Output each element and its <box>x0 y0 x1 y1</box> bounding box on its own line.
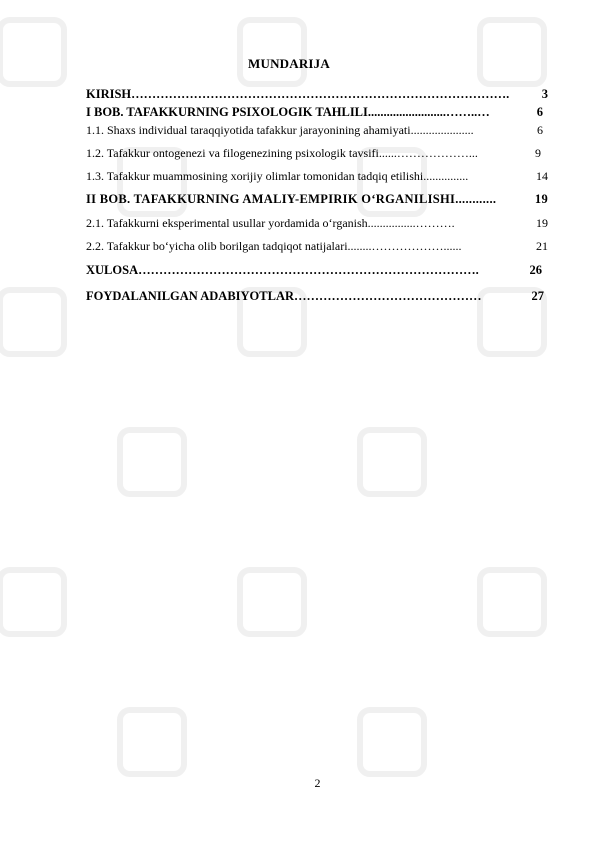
toc-dot-leader: ......………………... <box>378 146 478 160</box>
document-title: MUNDARIJA <box>248 56 330 71</box>
toc-page-number: 9 <box>535 146 541 160</box>
toc-page-number: 27 <box>531 289 544 303</box>
toc-dot-leader: ……………………………………… <box>294 289 482 303</box>
toc-entry-kirish[interactable] <box>86 87 548 105</box>
toc-page-number: 26 <box>529 263 542 277</box>
toc-entry-label: FOYDALANILGAN ADABIYOTLAR <box>86 289 295 303</box>
toc-entry-section-2-2[interactable] <box>86 239 548 262</box>
toc-entry-xulosa[interactable] <box>86 263 542 289</box>
toc-entry-label: 1.3. Tafakkur muammosining xorijiy olimlar tomonidan tadqiq etilishi <box>86 169 424 183</box>
toc-entry-label: 2.2. Tafakkur bo‘yicha olib borilgan tadqiqot natijalari <box>86 239 348 253</box>
toc-entry-label: I BOB. TAFAKKURNING PSIXOLOGIK TAHLILI <box>86 105 368 119</box>
toc-entry-label: KIRISH <box>86 87 132 101</box>
toc-entry-section-1-2[interactable] <box>86 146 541 169</box>
toc-page-number: 19 <box>536 216 548 230</box>
toc-entry-references[interactable] <box>86 289 544 313</box>
toc-dot-leader: ............ <box>455 192 497 206</box>
toc-entry-section-1-1[interactable] <box>86 123 543 146</box>
toc-dot-leader: ........………………...... <box>347 239 462 253</box>
toc-page-number: 19 <box>534 192 548 206</box>
toc-dot-leader: .........................……..… <box>367 105 490 119</box>
toc-dot-leader: ………………………………………………………………………………. <box>131 87 510 101</box>
toc-dot-leader: ................………. <box>367 216 455 230</box>
toc-page-number: 6 <box>537 123 543 137</box>
toc-entry-section-1-3[interactable] <box>86 169 548 192</box>
toc-page-number: 21 <box>536 239 548 253</box>
toc-page-number: 6 <box>536 105 543 119</box>
toc-entry-label: 1.2. Tafakkur ontogenezi va filogenezining psixologik tavsifi <box>86 146 379 160</box>
table-of-contents <box>86 87 548 313</box>
toc-entry-label: XULOSA <box>86 263 139 277</box>
toc-page-number: 14 <box>536 169 548 183</box>
toc-dot-leader: ………………………………………………………………………. <box>138 263 479 277</box>
toc-dot-leader: ............... <box>423 169 469 183</box>
toc-page-number: 3 <box>541 87 548 101</box>
toc-dot-leader: ..................... <box>410 123 474 137</box>
toc-entry-label: 2.1. Tafakkurni eksperimental usullar yordamida o‘rganish <box>86 216 368 230</box>
toc-entry-chapter-2[interactable] <box>86 192 548 216</box>
page-number: 2 <box>314 776 321 790</box>
toc-entry-section-2-1[interactable] <box>86 216 548 239</box>
toc-entry-chapter-1[interactable] <box>86 105 543 123</box>
toc-entry-label: II BOB. TAFAKKURNING AMALIY-EMPIRIK O‘RGANILISHI <box>86 192 456 206</box>
toc-entry-label: 1.1. Shaxs individual taraqqiyotida tafakkur jarayonining ahamiyati <box>86 123 411 137</box>
